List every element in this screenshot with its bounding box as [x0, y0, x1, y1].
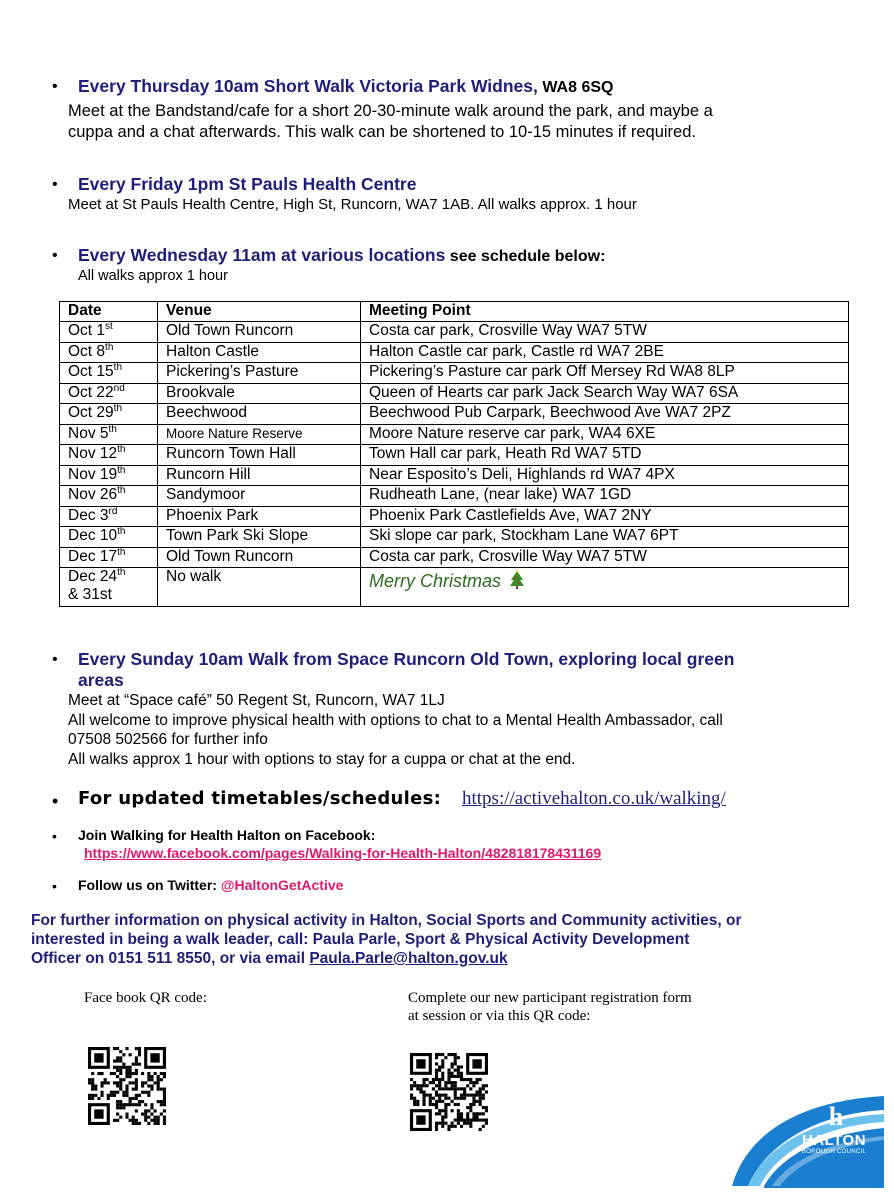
bullet: •	[52, 878, 57, 894]
schedule-venue: Old Town Runcorn	[158, 322, 361, 343]
sunday-line-4: All walks approx 1 hour with options to stay for a cuppa or chat at the end.	[68, 750, 576, 768]
schedule-venue: Sandymoor	[158, 486, 361, 507]
schedule-venue: Pickering’s Pasture	[158, 363, 361, 384]
schedule-date: Dec 24th & 31st	[60, 568, 158, 607]
schedule-meeting-point: Rudheath Lane, (near lake) WA7 1GD	[361, 486, 849, 507]
christmas-tree-icon	[509, 570, 525, 590]
schedule-venue: Brookvale	[158, 383, 361, 404]
contact-line-2: interested in being a walk leader, call: Paula Parle, Sport & Physical Activity Development	[31, 931, 690, 948]
schedule-row	[60, 506, 849, 527]
registration-qr-line-2: at session or via this QR code:	[408, 1008, 591, 1024]
schedule-date: Nov 12th	[60, 445, 158, 466]
wednesday-title: Every Wednesday 11am at various locations	[78, 245, 446, 265]
schedule-date: Nov 5th	[60, 424, 158, 445]
schedule-venue: Runcorn Town Hall	[158, 445, 361, 466]
facebook-qr-label: Face book QR code:	[84, 990, 207, 1006]
schedule-venue: Old Town Runcorn	[158, 547, 361, 568]
registration-qr-code[interactable]	[410, 1053, 488, 1131]
schedule-meeting-point: Queen of Hearts car park Jack Search Way WA7 6SA	[361, 383, 849, 404]
schedule-meeting-point: Pickering’s Pasture car park Off Mersey Rd WA8 8LP	[361, 363, 849, 384]
bullet: •	[52, 791, 59, 811]
contact-email-link[interactable]: Paula.Parle@halton.gov.uk	[309, 950, 508, 967]
thursday-description	[68, 101, 713, 143]
sunday-description	[68, 691, 723, 769]
schedule-date: Oct 15th	[60, 363, 158, 384]
header-venue: Venue	[158, 302, 361, 322]
sunday-heading-line-2: areas	[78, 670, 124, 690]
sunday-line-3: 07508 502566 for further info	[68, 731, 268, 748]
facebook-label: Join Walking for Health Halton on Facebook:	[78, 827, 376, 843]
schedule-row	[60, 322, 849, 343]
header-meeting-point: Meeting Point	[361, 302, 849, 322]
schedule-row	[60, 486, 849, 507]
schedule-date: Dec 17th	[60, 547, 158, 568]
merry-christmas-text: Merry Christmas	[369, 571, 502, 591]
updates-label: For updated timetables/schedules:	[78, 788, 442, 809]
twitter-label: Follow us on Twitter:	[78, 877, 221, 893]
friday-heading: Every Friday 1pm St Pauls Health Centre	[78, 174, 417, 194]
bullet: •	[52, 176, 58, 193]
schedule-row	[60, 547, 849, 568]
thursday-heading	[78, 76, 613, 97]
schedule-date: Oct 8th	[60, 342, 158, 363]
schedule-row	[60, 342, 849, 363]
schedule-venue: Town Park Ski Slope	[158, 527, 361, 548]
contact-info	[31, 911, 742, 968]
schedule-date: Oct 29th	[60, 404, 158, 425]
schedule-row	[60, 527, 849, 548]
twitter-line	[78, 877, 343, 893]
schedule-venue: Moore Nature Reserve	[158, 424, 361, 445]
bullet: •	[52, 828, 57, 844]
schedule-table	[59, 301, 849, 607]
header-date: Date	[60, 302, 158, 322]
schedule-meeting-point: Moore Nature reserve car park, WA4 6XE	[361, 424, 849, 445]
schedule-body	[60, 322, 849, 607]
wednesday-description: All walks approx 1 hour	[78, 268, 228, 284]
bullet: •	[52, 651, 58, 668]
schedule-date: Nov 19th	[60, 465, 158, 486]
contact-line-3	[31, 949, 742, 968]
thursday-line-1: Meet at the Bandstand/cafe for a short 20-30-minute walk around the park, and maybe a	[68, 102, 713, 120]
schedule-venue: Runcorn Hill	[158, 465, 361, 486]
schedule-meeting-point: Costa car park, Crosville Way WA7 5TW	[361, 322, 849, 343]
schedule-meeting-point	[361, 568, 849, 607]
schedule-header-row	[60, 302, 849, 322]
sunday-heading	[78, 649, 734, 691]
schedule-row	[60, 404, 849, 425]
schedule-venue: Halton Castle	[158, 342, 361, 363]
thursday-postcode: WA8 6SQ	[537, 79, 614, 96]
registration-qr-line-1: Complete our new participant registration form	[408, 990, 692, 1006]
twitter-handle[interactable]: @HaltonGetActive	[220, 877, 344, 893]
sunday-line-2: All welcome to improve physical health with options to chat to a Mental Health Ambassador, call	[68, 711, 723, 729]
bullet: •	[52, 78, 58, 95]
schedule-meeting-point: Phoenix Park Castlefields Ave, WA7 2NY	[361, 506, 849, 527]
facebook-link[interactable]	[84, 845, 601, 861]
friday-description: Meet at St Pauls Health Centre, High St, Runcorn, WA7 1AB. All walks approx. 1 hour	[68, 196, 637, 213]
facebook-url[interactable]: https://www.facebook.com/pages/Walking-for-Health-Halton/482818178431169	[84, 845, 602, 861]
thursday-title: Every Thursday 10am Short Walk Victoria Park Widnes,	[78, 76, 538, 96]
sunday-heading-line-1: Every Sunday 10am Walk from Space Runcorn Old Town, exploring local green	[78, 649, 735, 669]
updates-link[interactable]	[462, 788, 726, 810]
schedule-meeting-point: Near Esposito’s Deli, Highlands rd WA7 4PX	[361, 465, 849, 486]
wednesday-heading	[78, 245, 605, 266]
registration-qr-label	[408, 989, 692, 1025]
schedule-date: Oct 22nd	[60, 383, 158, 404]
schedule-row	[60, 568, 849, 607]
schedule-row	[60, 383, 849, 404]
schedule-meeting-point: Halton Castle car park, Castle rd WA7 2BE	[361, 342, 849, 363]
contact-line-1: For further information on physical activity in Halton, Social Sports and Community activities, or	[31, 912, 742, 929]
thursday-line-2: cuppa and a chat afterwards. This walk can be shortened to 10-15 minutes if required.	[68, 123, 696, 141]
halton-logo-letter: h	[828, 1102, 844, 1131]
contact-line-3-text: Officer on 0151 511 8550, or via email	[31, 950, 310, 967]
schedule-date: Oct 1st	[60, 322, 158, 343]
schedule-row	[60, 363, 849, 384]
halton-logo	[726, 1076, 886, 1188]
halton-logo-name: HALTON	[801, 1132, 867, 1149]
schedule-date: Dec 3rd	[60, 506, 158, 527]
sunday-line-1: Meet at “Space café” 50 Regent St, Runcorn, WA7 1LJ	[68, 692, 445, 709]
wednesday-suffix: see schedule below:	[445, 248, 606, 265]
bullet: •	[52, 247, 58, 264]
schedule-date: Dec 10th	[60, 527, 158, 548]
schedule-venue: No walk	[158, 568, 361, 607]
schedule-meeting-point: Town Hall car park, Heath Rd WA7 5TD	[361, 445, 849, 466]
schedule-date: Nov 26th	[60, 486, 158, 507]
facebook-qr-code[interactable]	[88, 1047, 166, 1125]
halton-logo-sub: BOROUGH COUNCIL	[801, 1149, 867, 1155]
schedule-meeting-point: Costa car park, Crosville Way WA7 5TW	[361, 547, 849, 568]
schedule-meeting-point: Ski slope car park, Stockham Lane WA7 6PT	[361, 527, 849, 548]
updates-url[interactable]: https://activehalton.co.uk/walking/	[462, 788, 726, 809]
schedule-meeting-point: Beechwood Pub Carpark, Beechwood Ave WA7 2PZ	[361, 404, 849, 425]
schedule-row	[60, 465, 849, 486]
schedule-venue: Beechwood	[158, 404, 361, 425]
schedule-venue: Phoenix Park	[158, 506, 361, 527]
schedule-row	[60, 424, 849, 445]
schedule-row	[60, 445, 849, 466]
